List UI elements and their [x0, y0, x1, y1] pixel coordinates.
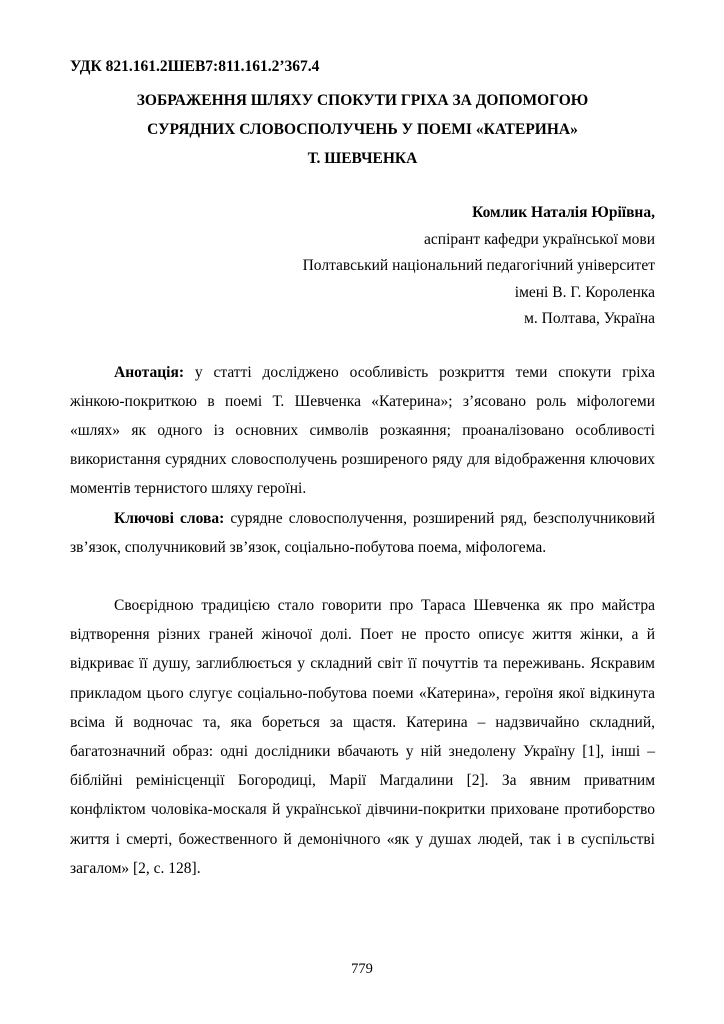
author-affiliation-line: аспірант кафедри української мови [424, 230, 655, 248]
author-affiliation-line: імені В. Г. Короленка [514, 283, 655, 301]
article-title-line: СУРЯДНИХ СЛОВОСПОЛУЧЕНЬ У ПОЕМІ «КАТЕРИНА» [147, 121, 578, 138]
article-title-line: ЗОБРАЖЕННЯ ШЛЯХУ СПОКУТИ ГРІХА ЗА ДОПОМОГОЮ [136, 92, 589, 109]
keywords-label: Ключові слова: [114, 509, 225, 527]
keywords-text: сурядне словосполучення, розширений ряд, безсполучниковий зв’язок, сполучниковий зв’язок, соціально-побутова поема, міфологема. [70, 509, 655, 556]
keywords-paragraph [70, 504, 655, 562]
body-paragraph: Своєрідною традицією стало говорити про Тараса Шевченка як про майстра відтворення різних граней жіночої долі. Поет не просто описує життя жінки, а й відкриває її душу, заглиблюється у складний світ її почуттів та переживань. Яскравим прикладом цього слугує соціально-побутова поеми «Катерина», героїня якої відкинута всіма й водночас та, яка бореться за щастя. Катерина – надзвичайно складний, багатозначний образ: одні дослідники вбачають у ній знедолену Україну [1], інші – біблійні ремінісценції Богородиці, Марії Магдалини [2]. За явним приватним конфліктом чоловіка-москаля й української дівчини-покритки приховане протиборство життя і смерті, божественного й демонічного «як у душах людей, так і в суспільстві загалом» [2, с. 128]. [70, 596, 655, 877]
udc-code: УДК 821.161.2ШЕВ7:811.161.2’367.4 [70, 58, 320, 75]
author-affiliation-line: м. Полтава, Україна [524, 310, 655, 327]
author-affiliation-line: Полтавський національний педагогічний університет [302, 257, 655, 274]
author-name: Комлик Наталія Юріївна, [472, 204, 655, 221]
abstract-text: у статті досліджено особливість розкриття теми спокути гріха жінкою-покриткою в поемі Т. Шевченка «Катерина»; з’ясовано роль міфологеми «шлях» як одного із основних символів розкаяння; проаналізовано особливості використання сурядних словосполучень розширеного ряду для відображення ключових моментів тернистого шляху героїні. [70, 363, 655, 498]
article-title-line: Т. ШЕВЧЕНКА [307, 150, 418, 167]
abstract-label: Анотація: [114, 363, 185, 381]
page-number: 779 [351, 961, 373, 977]
abstract-paragraph [70, 358, 655, 504]
article-title [70, 86, 655, 173]
author-block [70, 200, 655, 333]
